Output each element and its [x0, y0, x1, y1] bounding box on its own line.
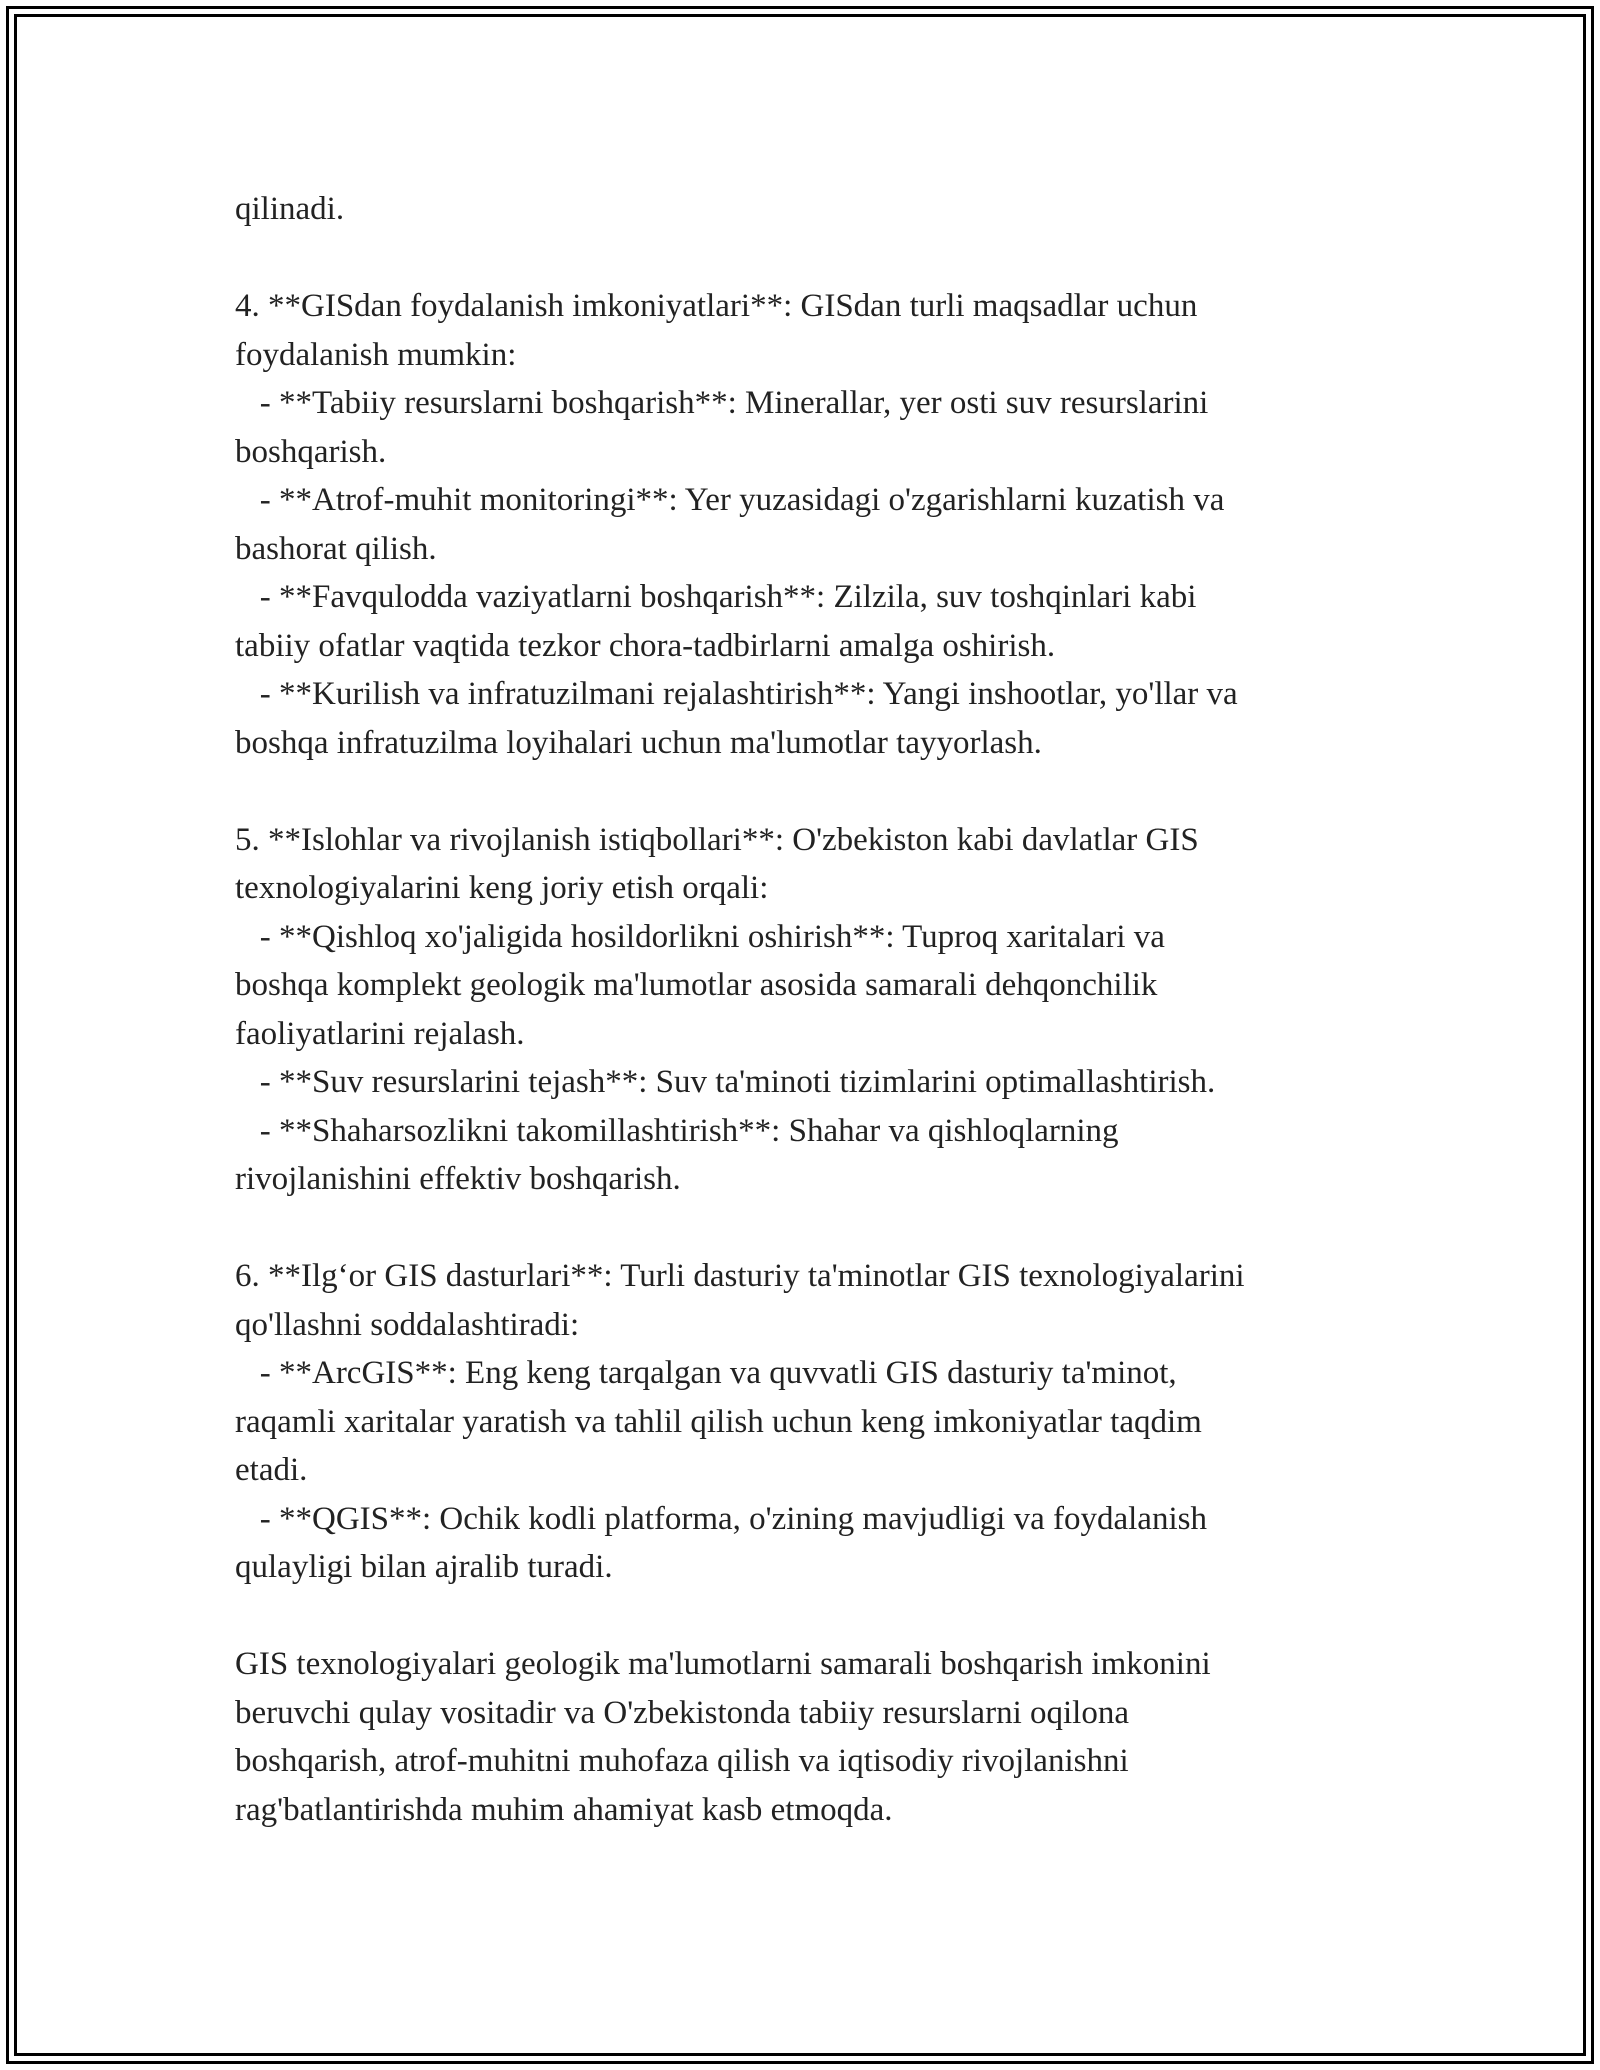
conclusion-line: beruvchi qulay vositadir va O'zbekistonda tabiiy resurslarni oqilona [235, 1694, 1129, 1731]
conclusion-line: rag'batlantirishda muhim ahamiyat kasb etmoqda. [235, 1791, 893, 1828]
list-item-line: - **Atrof-muhit monitoringi**: Yer yuzasidagi o'zgarishlarni kuzatish va [235, 482, 1225, 518]
text-line: qilinadi. [235, 191, 345, 227]
blank-line [235, 1592, 1395, 1641]
text-line: texnologiyalarini keng joriy etish orqali: [235, 870, 769, 906]
text-line: etadi. [235, 1452, 308, 1488]
document-body [235, 185, 1395, 1834]
conclusion-line: boshqarish, atrof-muhitni muhofaza qilish va iqtisodiy rivojlanishni [235, 1743, 1129, 1779]
section-5-heading: 5. **Islohlar va rivojlanish istiqbollari**: O'zbekiston kabi davlatlar GIS [235, 821, 1199, 858]
blank-line [235, 767, 1395, 816]
text-line: boshqarish. [235, 433, 387, 470]
text-line: rivojlanishini effektiv boshqarish. [235, 1161, 681, 1197]
list-item-line: - **QGIS**: Ochik kodli platforma, o'zining mavjudligi va foydalanish [235, 1500, 1207, 1537]
text-line: boshqa infratuzilma loyihalari uchun ma'lumotlar tayyorlash. [235, 724, 1042, 761]
text-line: bashorat qilish. [235, 530, 437, 567]
text-line: boshqa komplekt geologik ma'lumotlar asosida samarali dehqonchilik [235, 967, 1158, 1003]
section-4-heading: 4. **GISdan foydalanish imkoniyatlari**: GISdan turli maqsadlar uchun [235, 288, 1198, 324]
blank-line [235, 234, 1395, 283]
list-item-line: - **ArcGIS**: Eng keng tarqalgan va quvvatli GIS dasturiy ta'minot, [235, 1355, 1177, 1391]
list-item-line: - **Suv resurslarini tejash**: Suv ta'minoti tizimlarini optimallashtirish. [235, 1064, 1216, 1100]
text-line: raqamli xaritalar yaratish va tahlil qilish uchun keng imkoniyatlar taqdim [235, 1403, 1202, 1440]
blank-line [235, 1204, 1395, 1253]
list-item-line: - **Favqulodda vaziyatlarni boshqarish**: Zilzila, suv toshqinlari kabi [235, 579, 1197, 615]
text-line: faoliyatlarini rejalash. [235, 1015, 525, 1052]
list-item-line: - **Shaharsozlikni takomillashtirish**: Shahar va qishloqlarning [235, 1112, 1119, 1149]
conclusion-line: GIS texnologiyalari geologik ma'lumotlarni samarali boshqarish imkonini [235, 1646, 1211, 1682]
text-line: qulayligi bilan ajralib turadi. [235, 1549, 613, 1585]
text-line: foydalanish mumkin: [235, 336, 517, 373]
list-item-line: - **Kurilish va infratuzilmani rejalashtirish**: Yangi inshootlar, yo'llar va [235, 676, 1238, 712]
list-item-line: - **Qishloq xo'jaligida hosildorlikni oshirish**: Tuproq xaritalari va [235, 918, 1165, 955]
section-6-heading: 6. **Ilg‘or GIS dasturlari**: Turli dasturiy ta'minotlar GIS texnologiyalarini [235, 1258, 1245, 1294]
text-line: tabiiy ofatlar vaqtida tezkor chora-tadbirlarni amalga oshirish. [235, 627, 1056, 664]
text-line: qo'llashni soddalashtiradi: [235, 1306, 580, 1343]
list-item-line: - **Tabiiy resurslarni boshqarish**: Minerallar, yer osti suv resurslarini [235, 385, 1209, 421]
